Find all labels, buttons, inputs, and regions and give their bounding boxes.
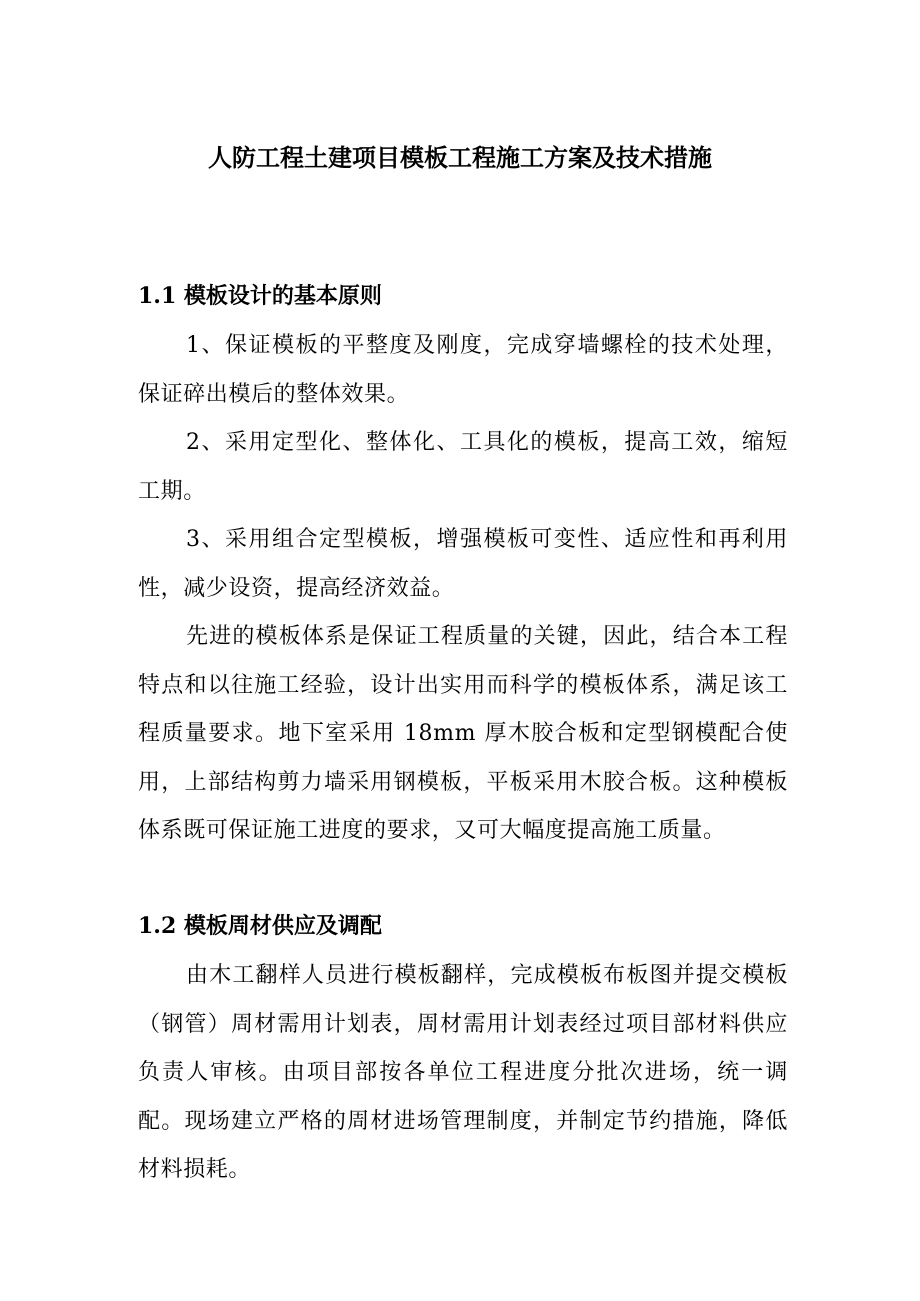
paragraph: 3、采用组合定型模板，增强模板可变性、适应性和再利用性，减少设资，提高经济效益。 — [138, 527, 788, 601]
paragraph: 2、采用定型化、整体化、工具化的模板，提高工效，缩短工期。 — [138, 430, 788, 504]
document-title: 人防工程土建项目模板工程施工方案及技术措施 — [208, 143, 712, 172]
section-heading: 1.1 模板设计的基本原则 — [138, 283, 382, 309]
section-design-principles — [138, 280, 788, 856]
paragraph: 由木工翻样人员进行模板翻样，完成模板布板图并提交模板（钢管）周材需用计划表，周材需用计划表经过项目部材料供应负责人审核。由项目部按各单位工程进度分批次进场，统一调配。现场建立严格的周材进场管理制度，并制定节约措施，降低材料损耗。 — [138, 963, 788, 1182]
paragraph: 1、保证模板的平整度及刚度，完成穿墙螺栓的技术处理，保证碎出模后的整体效果。 — [138, 333, 788, 407]
section-material-supply — [138, 910, 788, 1195]
paragraph: 先进的模板体系是保证工程质量的关键，因此，结合本工程特点和以往施工经验，设计出实用而科学的模板体系，满足该工程质量要求。地下室采用 18mm 厚木胶合板和定型钢模配合使用，上部结构剪力墙采用钢模板，平板采用木胶合板。这种模板体系既可保证施工进度的要求，又可大幅度提高施工质量。 — [138, 624, 788, 843]
section-heading: 1.2 模板周材供应及调配 — [138, 913, 382, 939]
